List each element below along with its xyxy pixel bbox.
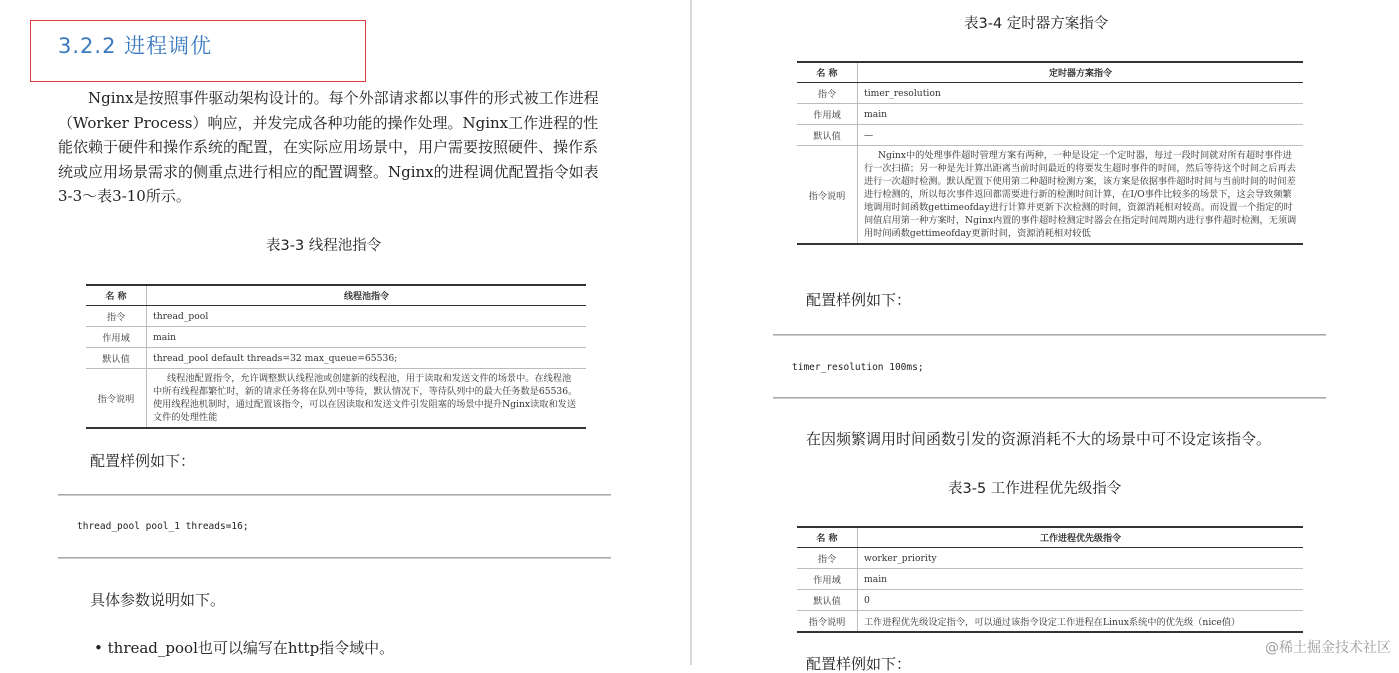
- worker-priority-table: [797, 526, 1303, 633]
- timer-table: [797, 61, 1303, 245]
- row-key: 作用域: [797, 569, 858, 590]
- row-value: Nginx中的处理事件超时管理方案有两种，一种是设定一个定时器，每过一段时间就对所有超时事件进行一次扫描；另一种是先计算出距离当前时间最近的将要发生超时事件的时间，然后等待这个时间之后再去进行一次超时检测。默认配置下使用第二种超时检测方案，该方案是依据事件超时时间与当前时间的时间差进行检测的，所以每次事件返回都需要进行新的检测时间计算，在I/O事件比较多的场景下，这会导致频繁地调用时间函数gettimeofday进行计算并更新下次检测的时间，资源消耗相对较高。而设置一个指定的时间值启用第一种方案时，Nginx内置的事件超时检测定时器会在指定时间周期内进行事件超时检测，无须调用时间函数gettimeofday更新时间，资源消耗相对较低: [858, 146, 1304, 245]
- table-row: [86, 306, 586, 327]
- table-row: [797, 125, 1303, 146]
- params-label: 具体参数说明如下。: [90, 591, 226, 609]
- row-key: 默认值: [797, 590, 858, 611]
- row-value: thread_pool default threads=32 max_queue=65536;: [147, 348, 587, 369]
- table-header-name: 名 称: [797, 527, 858, 548]
- row-value: 线程池配置指令，允许调整默认线程池或创建新的线程池，用于读取和发送文件的场景中。在线程池中所有线程都繁忙时，新的请求任务将在队列中等待，默认情况下，等待队列中的最大任务数是65536。使用线程池机制时，通过配置该指令，可以在因读取和发送文件引发阻塞的场景中提升Nginx读取和发送文件的处理性能: [147, 369, 587, 429]
- table-row: [797, 146, 1303, 245]
- table-header-name: 名 称: [86, 285, 147, 306]
- row-value: timer_resolution: [858, 83, 1304, 104]
- bullet-text: thread_pool也可以编写在http指令域中。: [107, 639, 395, 657]
- row-key: 指令: [797, 548, 858, 569]
- row-key: 指令说明: [86, 369, 147, 429]
- thread-pool-table: [86, 284, 586, 429]
- table-header-title: 工作进程优先级指令: [858, 527, 1304, 548]
- row-value: thread_pool: [147, 306, 587, 327]
- code-line: thread_pool pool_1 threads=16;: [77, 521, 249, 532]
- bullet-item: • thread_pool也可以编写在http指令域中。: [94, 639, 395, 657]
- table-row: [797, 83, 1303, 104]
- row-key: 指令说明: [797, 611, 858, 633]
- row-key: 默认值: [86, 348, 147, 369]
- table-caption-timer: 表3-4 定时器方案指令: [964, 16, 1109, 32]
- table-row: [86, 348, 586, 369]
- row-key: 默认值: [797, 125, 858, 146]
- code-bottom-rule: [58, 557, 611, 559]
- row-value: main: [858, 104, 1304, 125]
- table-row: [797, 104, 1303, 125]
- row-value: 0: [858, 590, 1304, 611]
- table-header-title: 定时器方案指令: [858, 62, 1304, 83]
- row-value: —: [858, 125, 1304, 146]
- table-header-title: 线程池指令: [147, 285, 587, 306]
- row-key: 指令: [86, 306, 147, 327]
- table-caption: 表3-3 线程池指令: [266, 238, 382, 254]
- code-line-right: timer_resolution 100ms;: [792, 362, 924, 373]
- row-key: 指令: [797, 83, 858, 104]
- cutoff-text: 配置样例如下：: [806, 655, 912, 673]
- section-title: 3.2.2 进程调优: [58, 34, 213, 58]
- table-row: [797, 548, 1303, 569]
- row-key: 指令说明: [797, 146, 858, 245]
- watermark: @稀土掘金技术社区: [1265, 640, 1391, 656]
- intro-paragraph: Nginx是按照事件驱动架构设计的。每个外部请求都以事件的形式被工作进程（Worker Process）响应，并发完成各种功能的操作处理。Nginx工作进程的性能依赖于硬件和操作系统的配置，在实际应用场景中，用户需要按照硬件、操作系统或应用场景需求的侧重点进行相应的配置调整。Nginx的进程调优配置指令如表3-3～表3-10所示。: [58, 89, 599, 205]
- code-bottom-rule-right: [773, 397, 1326, 399]
- table-header-name: 名 称: [797, 62, 858, 83]
- config-example-label-right: 配置样例如下：: [806, 291, 912, 309]
- table-row: [86, 327, 586, 348]
- row-value: main: [858, 569, 1304, 590]
- table-row: [86, 369, 586, 429]
- row-key: 作用域: [797, 104, 858, 125]
- code-top-rule-right: [773, 334, 1326, 336]
- table-row: [797, 590, 1303, 611]
- table-caption-priority: 表3-5 工作进程优先级指令: [948, 481, 1122, 497]
- config-example-label: 配置样例如下：: [90, 452, 196, 470]
- row-key: 作用域: [86, 327, 147, 348]
- row-value: worker_priority: [858, 548, 1304, 569]
- table-row: [797, 569, 1303, 590]
- left-page: [0, 0, 690, 665]
- page-gutter: [690, 0, 692, 665]
- row-value: main: [147, 327, 587, 348]
- row-value: 工作进程优先级设定指令，可以通过该指令设定工作进程在Linux系统中的优先级（nice值）: [858, 611, 1304, 633]
- table-row: [797, 611, 1303, 633]
- note-text: 在因频繁调用时间函数引发的资源消耗不大的场景中可不设定该指令。: [806, 430, 1272, 448]
- code-top-rule: [58, 494, 611, 496]
